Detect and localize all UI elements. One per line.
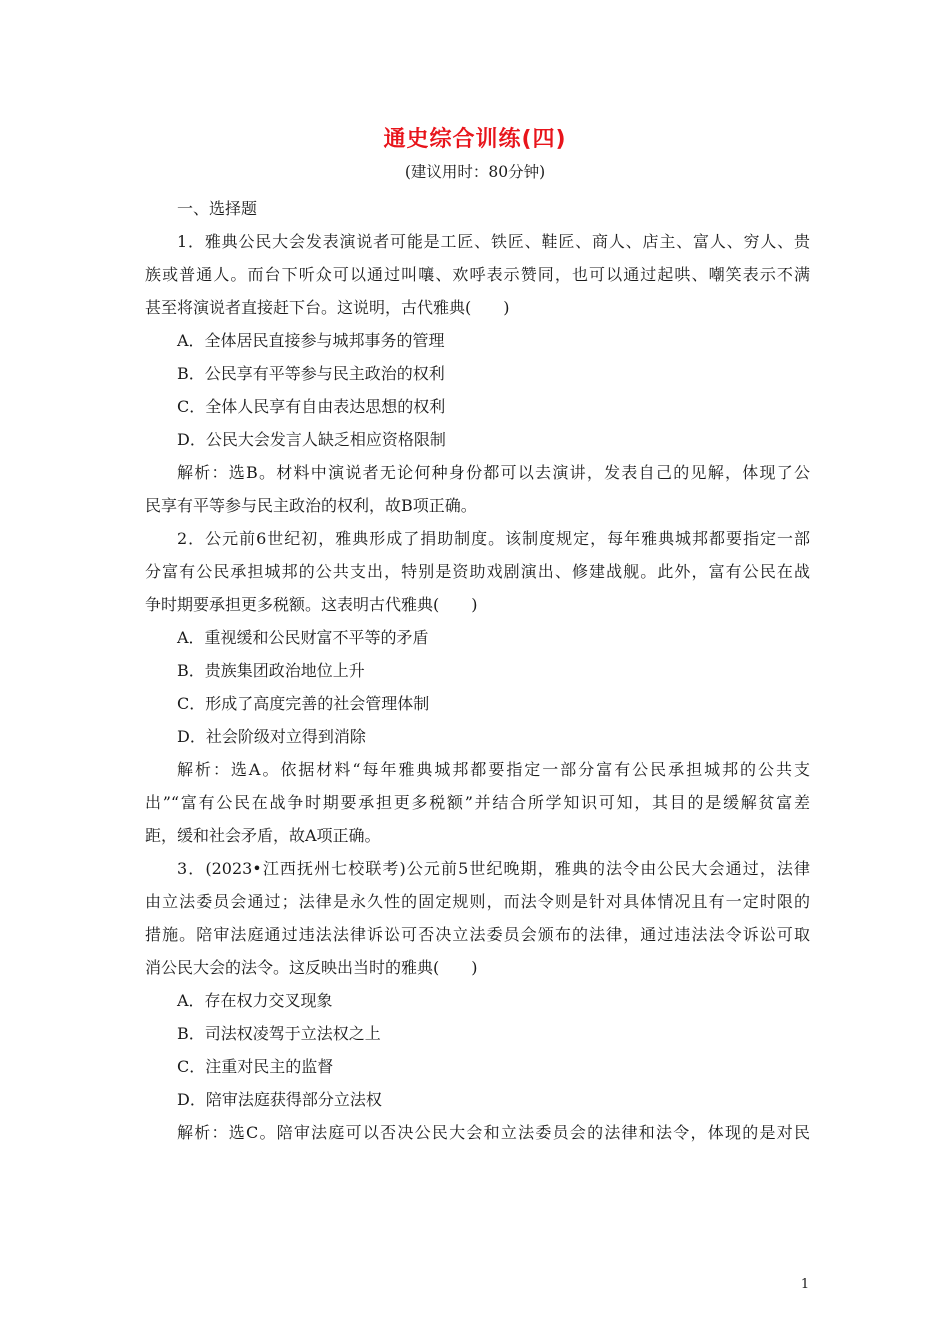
question-stem-line: 由立法委员会通过；法律是永久性的固定规则，而法令则是针对具体情况且有一定时限的 xyxy=(145,892,810,911)
question-stem-line: 2．公元前6世纪初，雅典形成了捐助制度。该制度规定，每年雅典城邦都要指定一部 xyxy=(177,529,810,548)
question-stem-line: 族或普通人。而台下听众可以通过叫嚷、欢呼表示赞同，也可以通过起哄、嘲笑表示不满 xyxy=(145,265,810,284)
analysis-line: 解析：选C。陪审法庭可以否决公民大会和立法委员会的法律和法令，体现的是对民 xyxy=(177,1123,810,1142)
question-1 xyxy=(145,225,810,522)
analysis-line: 出”“富有公民在战争时期要承担更多税额”并结合所学知识可知，其目的是缓解贫富差 xyxy=(145,793,810,812)
question-stem-line: 争时期要承担更多税额。这表明古代雅典( ) xyxy=(145,595,478,614)
analysis-line: 解析：选A。依据材料“每年雅典城邦都要指定一部分富有公民承担城邦的公共支 xyxy=(177,760,810,779)
analysis-line: 距，缓和社会矛盾，故A项正确。 xyxy=(145,826,381,845)
option-a: A．全体居民直接参与城邦事务的管理 xyxy=(177,331,445,350)
page-title: 通史综合训练(四) xyxy=(383,127,567,152)
question-stem-line: 措施。陪审法庭通过违法法律诉讼可否决立法委员会颁布的法律，通过违法法令诉讼可取 xyxy=(145,925,810,944)
analysis-line: 解析：选B。材料中演说者无论何种身份都可以去演讲，发表自己的见解，体现了公 xyxy=(177,463,810,482)
suggested-time: (建议用时：80分钟) xyxy=(404,163,546,181)
question-2 xyxy=(145,522,810,852)
analysis-line: 民享有平等参与民主政治的权利，故B项正确。 xyxy=(145,496,477,515)
question-stem-line: 甚至将演说者直接赶下台。这说明，古代雅典( ) xyxy=(145,298,510,317)
question-stem-line: 分富有公民承担城邦的公共支出，特别是资助戏剧演出、修建战舰。此外，富有公民在战 xyxy=(145,562,810,581)
option-d: D．公民大会发言人缺乏相应资格限制 xyxy=(177,430,446,449)
document-body xyxy=(145,192,810,1149)
option-a: A．重视缓和公民财富不平等的矛盾 xyxy=(177,628,429,647)
option-b: B．贵族集团政治地位上升 xyxy=(177,661,365,680)
section-heading: 一、选择题 xyxy=(177,199,258,218)
option-c: C．注重对民主的监督 xyxy=(177,1057,334,1076)
option-d: D．社会阶级对立得到消除 xyxy=(177,727,366,746)
question-stem-line: 3．(2023•江西抚州七校联考)公元前5世纪晚期，雅典的法令由公民大会通过，法律 xyxy=(177,859,810,878)
option-d: D．陪审法庭获得部分立法权 xyxy=(177,1090,382,1109)
option-c: C．形成了高度完善的社会管理体制 xyxy=(177,694,430,713)
question-3 xyxy=(145,852,810,1149)
option-b: B．司法权凌驾于立法权之上 xyxy=(177,1024,381,1043)
question-stem-line: 消公民大会的法令。这反映出当时的雅典( ) xyxy=(145,958,478,977)
question-stem-line: 1．雅典公民大会发表演说者可能是工匠、铁匠、鞋匠、商人、店主、富人、穷人、贵 xyxy=(177,232,810,251)
option-a: A．存在权力交叉现象 xyxy=(177,991,333,1010)
option-c: C．全体人民享有自由表达思想的权利 xyxy=(177,397,446,416)
option-b: B．公民享有平等参与民主政治的权利 xyxy=(177,364,445,383)
page-number: 1 xyxy=(800,1277,810,1292)
